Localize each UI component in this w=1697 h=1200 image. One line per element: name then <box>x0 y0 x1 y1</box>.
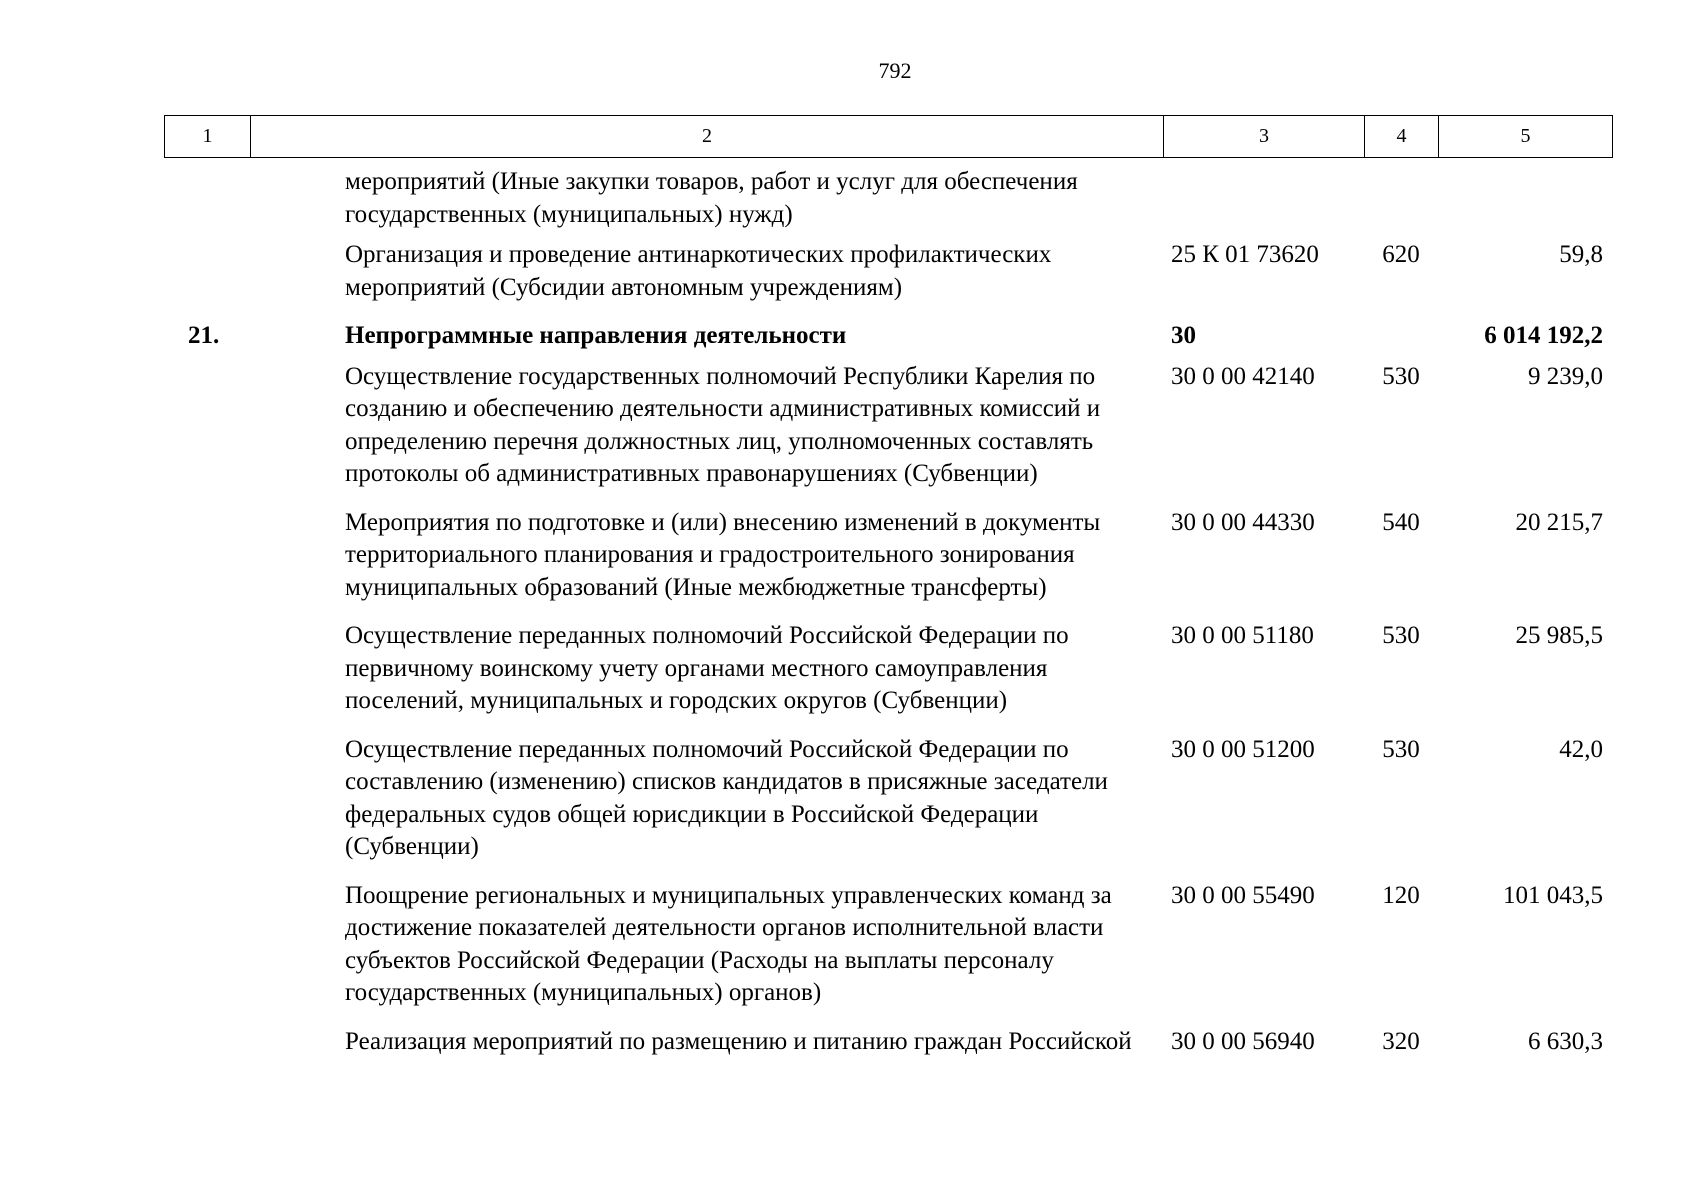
row-code: 25 К 01 73620 <box>1171 241 1319 268</box>
section-name: Непрограммные направления деятельности <box>345 322 847 349</box>
row-number <box>164 239 250 304</box>
section-code: 30 <box>1171 322 1196 349</box>
table-row <box>164 620 1611 718</box>
row-name: Организация и проведение антинаркотических профилактических мероприятий (Субсидии автономным учреждениям) <box>345 241 1052 301</box>
section-kvr <box>1364 320 1438 353</box>
table-row <box>164 1026 1611 1059</box>
row-name: Осуществление переданных полномочий Российской Федерации по первичному воинскому учету органами местного самоуправления поселений, муниципальных и городских округов (Субвенции) <box>345 622 1069 714</box>
row-name: Мероприятия по подготовке и (или) внесению изменений в документы территориального планирования и градостроительного зонирования муниципальных образований (Иные межбюджетные трансферты) <box>345 508 1101 601</box>
row-amount: 59,8 <box>1559 241 1603 268</box>
row-name: Реализация мероприятий по размещению и питанию граждан Российской <box>345 1027 1132 1055</box>
row-code <box>1163 166 1364 231</box>
row-kvr: 540 <box>1382 508 1420 536</box>
row-number <box>164 166 250 231</box>
header-col-2: 2 <box>251 116 1164 157</box>
row-code: 30 0 00 42140 <box>1171 362 1315 390</box>
row-code: 30 0 00 55490 <box>1171 881 1315 909</box>
table-row <box>164 507 1611 605</box>
table-row <box>164 361 1611 491</box>
row-amount: 20 215,7 <box>1515 508 1603 536</box>
section-amount: 6 014 192,2 <box>1484 322 1603 349</box>
row-kvr: 320 <box>1382 1027 1420 1055</box>
row-number <box>164 734 250 864</box>
row-name: Осуществление государственных полномочий Республики Карелия по созданию и обеспечению деятельности административных комиссий и определению перечня должностных лиц, уполномоченных составлять протоколы об административных правонарушениях (Субвенции) <box>345 362 1101 487</box>
table-body <box>164 166 1611 1074</box>
row-kvr: 120 <box>1382 881 1420 909</box>
row-code: 30 0 00 56940 <box>1171 1027 1315 1055</box>
row-number <box>164 620 250 718</box>
header-col-3: 3 <box>1164 116 1365 157</box>
section-number: 21. <box>188 322 220 349</box>
row-code: 30 0 00 51180 <box>1171 622 1314 649</box>
row-amount: 101 043,5 <box>1503 881 1603 909</box>
table-row-section <box>164 320 1611 353</box>
row-name: Поощрение региональных и муниципальных управленческих команд за достижение показателей деятельности органов исполнительной власти субъектов Российской Федерации (Расходы на выплаты персоналу государственных (муниципальных) органов) <box>345 881 1112 1006</box>
row-amount <box>1438 166 1611 231</box>
row-number <box>164 1026 250 1059</box>
row-name: мероприятий (Иные закупки товаров, работ и услуг для обеспечения государственных (муниципальных) нужд) <box>345 168 1078 228</box>
row-kvr: 530 <box>1382 362 1420 390</box>
row-number <box>164 880 250 1010</box>
header-col-1: 1 <box>165 116 251 157</box>
row-kvr: 530 <box>1382 735 1420 763</box>
row-amount: 6 630,3 <box>1528 1027 1603 1055</box>
row-kvr <box>1364 166 1438 231</box>
table-row <box>164 239 1611 304</box>
header-col-5: 5 <box>1520 125 1531 147</box>
row-code: 30 0 00 51200 <box>1171 735 1315 763</box>
row-amount: 42,0 <box>1559 735 1603 763</box>
table-row <box>164 166 1611 231</box>
row-code: 30 0 00 44330 <box>1171 508 1315 536</box>
table-row <box>164 880 1611 1010</box>
table-header <box>164 115 1613 158</box>
row-number <box>164 507 250 605</box>
table-row <box>164 734 1611 864</box>
row-kvr: 530 <box>1382 622 1420 649</box>
row-kvr: 620 <box>1382 241 1420 268</box>
header-col-4: 4 <box>1365 116 1439 157</box>
row-name: Осуществление переданных полномочий Российской Федерации по составлению (изменению) списков кандидатов в присяжные заседатели федеральных судов общей юрисдикции в Российской Федерации (Субвенции) <box>345 735 1108 860</box>
row-number <box>164 361 250 491</box>
row-amount: 25 985,5 <box>1515 622 1603 649</box>
page-number: 792 <box>878 58 912 83</box>
row-amount: 9 239,0 <box>1528 362 1603 390</box>
